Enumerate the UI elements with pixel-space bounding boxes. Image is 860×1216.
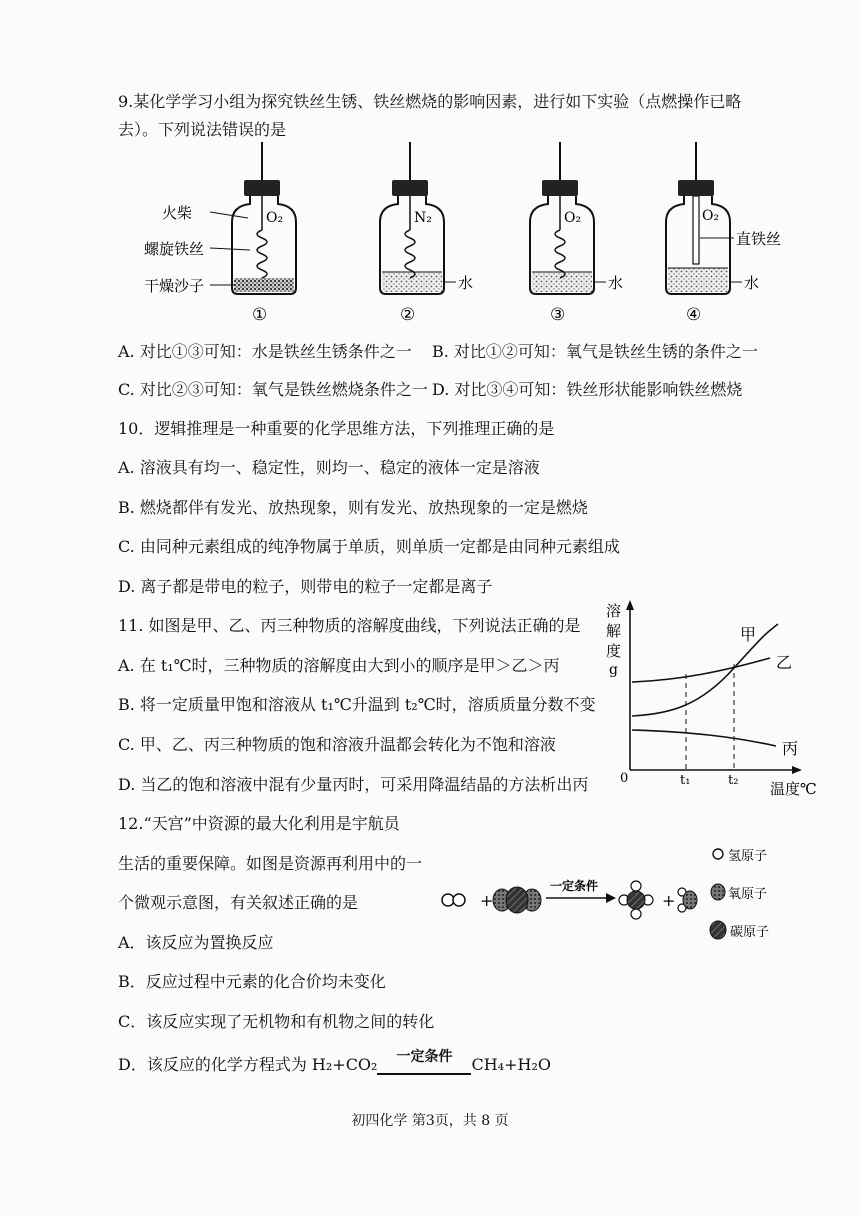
q9-experiment-figure bbox=[110, 140, 790, 330]
micro-reaction-diagram bbox=[434, 842, 814, 942]
label-dry-sand: 干燥沙子 bbox=[144, 277, 205, 295]
q12-option-d bbox=[118, 1049, 551, 1075]
bottle4-number: ④ bbox=[686, 305, 702, 325]
q10-option-c: C. 由同种元素组成的纯净物属于单质，则单质一定都是由同种元素组成 bbox=[118, 537, 620, 556]
equation-condition: 一定条件 bbox=[396, 1049, 453, 1065]
tick-t1: t₁ bbox=[680, 773, 691, 788]
label-match: 火柴 bbox=[162, 204, 193, 222]
q12-option-d-prefix: D．该反应的化学方程式为 H₂+CO₂ bbox=[118, 1055, 378, 1074]
q12-stem-line3: 个微观示意图，有关叙述正确的是 bbox=[118, 893, 359, 912]
legend-c-label: 碳原子 bbox=[730, 925, 770, 940]
bottle3-gas-label: O₂ bbox=[564, 210, 582, 226]
curve-yi-label: 乙 bbox=[776, 653, 793, 672]
bottle-1 bbox=[144, 142, 296, 325]
q10-stem: 10．逻辑推理是一种重要的化学思维方法，下列推理正确的是 bbox=[118, 419, 555, 438]
bottle-3 bbox=[530, 142, 623, 325]
legend-h-icon bbox=[713, 849, 723, 859]
reaction-condition: 一定条件 bbox=[550, 879, 599, 893]
plus-sign-1: + bbox=[480, 891, 494, 910]
x-axis-arrow bbox=[792, 766, 802, 774]
legend-o-icon bbox=[711, 884, 725, 900]
bottle3-number: ③ bbox=[550, 305, 566, 325]
h2o-molecule bbox=[678, 888, 697, 912]
bottle-4 bbox=[666, 142, 781, 325]
y-axis-label-char-2: 解 bbox=[606, 622, 622, 640]
legend-h-label: 氢原子 bbox=[728, 849, 768, 864]
q12-stem-line1: 12.“天宫”中资源的最大化利用是宇航员 bbox=[118, 814, 400, 833]
co2-molecule bbox=[493, 887, 541, 913]
label-spiral-wire: 螺旋铁丝 bbox=[144, 240, 205, 258]
q11-option-a: A. 在 t₁℃时，三种物质的溶解度由大到小的顺序是甲＞乙＞丙 bbox=[118, 656, 560, 675]
y-axis-arrow bbox=[626, 600, 634, 610]
bottle2-gas-label: N₂ bbox=[414, 210, 432, 226]
curve-bing bbox=[632, 730, 776, 746]
bottle2-water-label: 水 bbox=[458, 274, 474, 292]
h2-molecule bbox=[442, 894, 465, 906]
x-axis-label: 温度℃ bbox=[770, 780, 817, 798]
q11-stem: 11. 如图是甲、乙、丙三种物质的溶解度曲线，下列说法正确的是 bbox=[118, 616, 581, 635]
q9-option-a: A. 对比①③可知：水是铁丝生锈条件之一 bbox=[118, 342, 412, 361]
bottle3-water-label: 水 bbox=[608, 274, 624, 292]
bottle1-number: ① bbox=[252, 305, 268, 325]
q11-option-b: B. 将一定质量甲饱和溶液从 t₁℃升温到 t₂℃时，溶质质量分数不变 bbox=[118, 695, 596, 714]
solubility-curve-chart bbox=[600, 598, 830, 804]
page-footer: 初四化学 第3页，共 8 页 bbox=[351, 1113, 509, 1129]
q9-option-d: D. 对比③④可知：铁丝形状能影响铁丝燃烧 bbox=[432, 380, 743, 399]
q12-option-c: C．该反应实现了无机物和有机物之间的转化 bbox=[118, 1012, 435, 1031]
q10-option-d: D. 离子都是带电的粒子，则带电的粒子一定都是离子 bbox=[118, 577, 493, 596]
q9-stem-line1: 9.某化学学习小组为探究铁丝生锈、铁丝燃烧的影响因素，进行如下实验（点燃操作已略 bbox=[118, 92, 742, 111]
curve-jia-label: 甲 bbox=[740, 625, 757, 644]
curve-jia bbox=[632, 624, 778, 716]
y-axis-label-char-3: 度 bbox=[606, 642, 622, 660]
ch4-molecule bbox=[619, 881, 653, 919]
y-axis-label-char-4: g bbox=[609, 662, 618, 678]
bottle1-gas-label: O₂ bbox=[266, 210, 284, 226]
q12-stem-line2: 生活的重要保障。如图是资源再利用中的一 bbox=[118, 854, 423, 873]
curve-yi bbox=[632, 658, 770, 682]
origin-label: 0 bbox=[620, 771, 629, 786]
atom-legend bbox=[710, 849, 769, 940]
bottle4-water-label: 水 bbox=[744, 274, 760, 292]
q9-option-b: B. 对比①②可知：氧气是铁丝生锈的条件之一 bbox=[432, 342, 758, 361]
equation-arrow bbox=[377, 1049, 471, 1075]
bottle2-number: ② bbox=[400, 305, 416, 325]
q10-option-a: A. 溶液具有均一、稳定性，则均一、稳定的液体一定是溶液 bbox=[118, 458, 540, 477]
reaction-arrow bbox=[606, 893, 616, 903]
legend-c-icon bbox=[710, 921, 726, 939]
legend-o-label: 氧原子 bbox=[728, 887, 768, 902]
curve-bing-label: 丙 bbox=[782, 739, 799, 758]
q10-option-b: B. 燃烧都伴有发光、放热现象，则有发光、放热现象的一定是燃烧 bbox=[118, 498, 588, 517]
q11-option-c: C. 甲、乙、丙三种物质的饱和溶液升温都会转化为不饱和溶液 bbox=[118, 735, 556, 754]
plus-sign-2: + bbox=[662, 891, 676, 910]
q9-stem-line2: 去）。下列说法错误的是 bbox=[118, 120, 287, 139]
bottle-2 bbox=[380, 142, 473, 325]
q12-option-d-suffix: CH₄+H₂O bbox=[471, 1055, 551, 1074]
bottle4-gas-label: O₂ bbox=[702, 208, 720, 224]
q9-option-c: C. 对比②③可知：氧气是铁丝燃烧条件之一 bbox=[118, 380, 428, 399]
tick-t2: t₂ bbox=[728, 773, 739, 788]
y-axis-label-char-1: 溶 bbox=[606, 602, 622, 620]
q12-option-b: B．反应过程中元素的化合价均未变化 bbox=[118, 972, 386, 991]
label-straight-wire: 直铁丝 bbox=[736, 230, 782, 248]
q11-option-d: D. 当乙的饱和溶液中混有少量丙时，可采用降温结晶的方法析出丙 bbox=[118, 775, 589, 794]
q12-option-a: A．该反应为置换反应 bbox=[118, 933, 274, 952]
